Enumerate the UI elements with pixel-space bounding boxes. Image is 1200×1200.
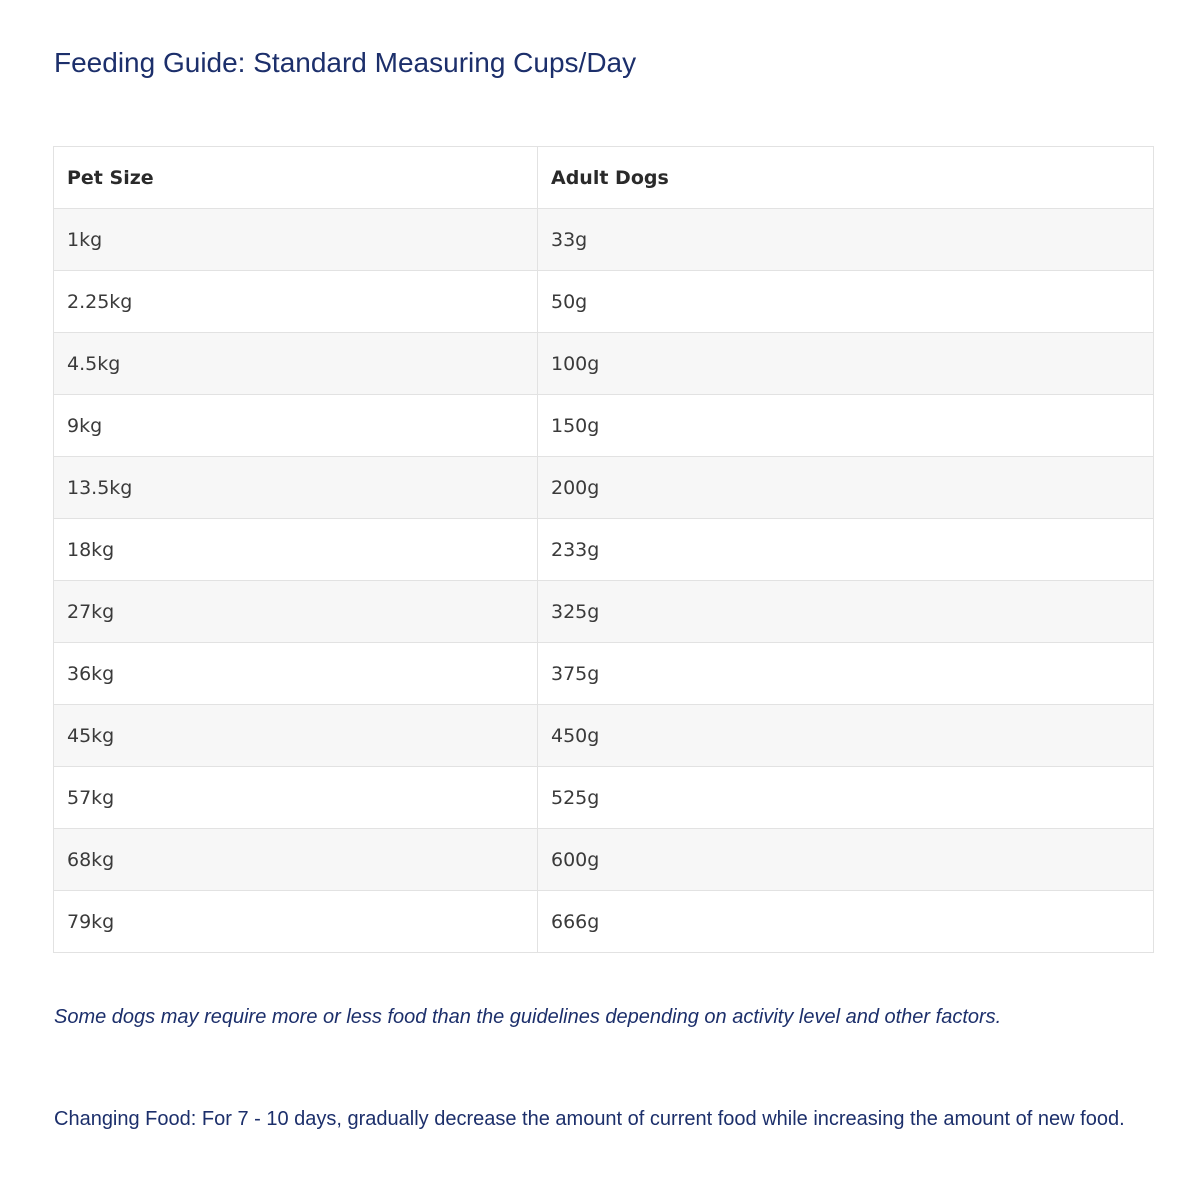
table-row <box>54 581 1154 643</box>
pet-size-cell: 57kg <box>54 767 538 829</box>
pet-size-cell: 13.5kg <box>54 457 538 519</box>
feeding-note: Some dogs may require more or less food than the guidelines depending on activity level and other factors. <box>54 1006 1002 1028</box>
table-row <box>54 891 1154 953</box>
food-amount-cell: 50g <box>538 271 1154 333</box>
pet-size-cell: 68kg <box>54 829 538 891</box>
food-amount-cell: 600g <box>538 829 1154 891</box>
page-title: Feeding Guide: Standard Measuring Cups/Day <box>54 47 637 78</box>
table-row <box>54 395 1154 457</box>
food-amount-cell: 666g <box>538 891 1154 953</box>
food-amount-cell: 525g <box>538 767 1154 829</box>
table-body <box>54 209 1154 953</box>
table-row <box>54 643 1154 705</box>
pet-size-cell: 79kg <box>54 891 538 953</box>
column-header-pet-size: Pet Size <box>54 147 538 209</box>
table-row <box>54 705 1154 767</box>
pet-size-cell: 1kg <box>54 209 538 271</box>
food-amount-cell: 200g <box>538 457 1154 519</box>
food-amount-cell: 150g <box>538 395 1154 457</box>
food-amount-cell: 450g <box>538 705 1154 767</box>
table-row <box>54 333 1154 395</box>
food-amount-cell: 100g <box>538 333 1154 395</box>
table-header-row <box>54 147 1154 209</box>
pet-size-cell: 45kg <box>54 705 538 767</box>
feeding-table-container <box>53 146 1154 953</box>
table-row <box>54 767 1154 829</box>
pet-size-cell: 27kg <box>54 581 538 643</box>
pet-size-cell: 2.25kg <box>54 271 538 333</box>
food-amount-cell: 233g <box>538 519 1154 581</box>
feeding-table <box>53 146 1154 953</box>
table-row <box>54 457 1154 519</box>
column-header-adult-dogs: Adult Dogs <box>538 147 1154 209</box>
table-row <box>54 271 1154 333</box>
changing-food-text: Changing Food: For 7 - 10 days, gradually decrease the amount of current food while increasing the amount of new food. <box>54 1108 1125 1130</box>
table-row <box>54 519 1154 581</box>
pet-size-cell: 9kg <box>54 395 538 457</box>
food-amount-cell: 325g <box>538 581 1154 643</box>
pet-size-cell: 18kg <box>54 519 538 581</box>
food-amount-cell: 375g <box>538 643 1154 705</box>
pet-size-cell: 36kg <box>54 643 538 705</box>
table-row <box>54 829 1154 891</box>
table-row <box>54 209 1154 271</box>
food-amount-cell: 33g <box>538 209 1154 271</box>
pet-size-cell: 4.5kg <box>54 333 538 395</box>
